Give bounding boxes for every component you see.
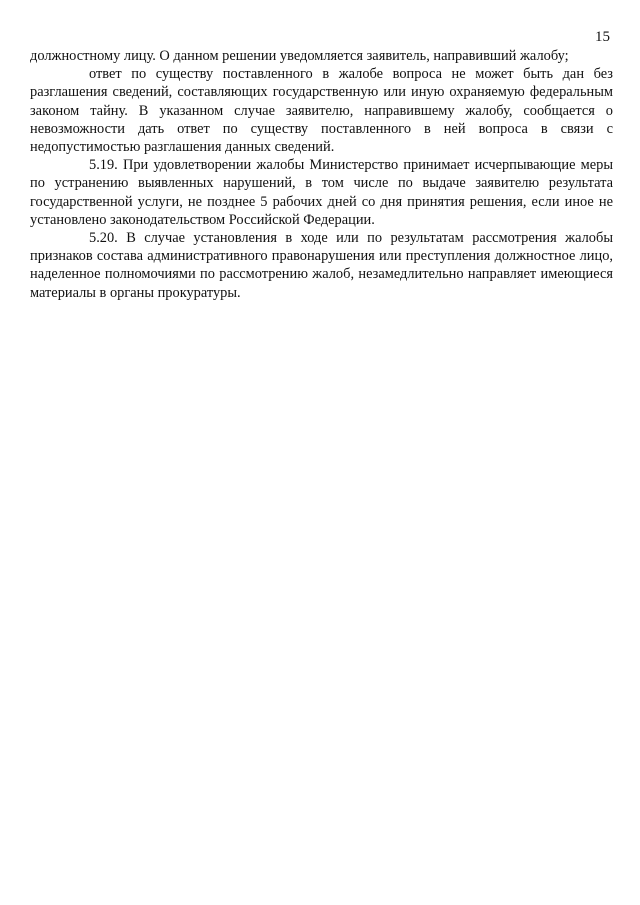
- paragraph-secret-info: ответ по существу поставленного в жалобе вопроса не может быть дан без разглашения сведений, составляющих государственную или иную охраняемую федеральным законом тайну. В указанном случае заявителю, направившему жалобу, сообщается о невозможности дать ответ по существу поставленного в ней вопроса в связи с недопустимостью разглашения данных сведений.: [30, 66, 613, 156]
- paragraph-5-20: 5.20. В случае установления в ходе или по результатам рассмотрения жалобы признаков состава административного правонарушения или преступления должностное лицо, наделенное полномочиями по рассмотрению жалоб, незамедлительно направляет имеющиеся материалы в органы прокуратуры.: [30, 230, 613, 301]
- paragraph-5-19: 5.19. При удовлетворении жалобы Министерство принимает исчерпывающие меры по устранению выявленных нарушений, в том числе по выдаче заявителю результата государственной услуги, не позднее 5 рабочих дней со дня принятия решения, если иное не установлено законодательством Российской Федерации.: [30, 157, 613, 228]
- paragraph-continuation: должностному лицу. О данном решении уведомляется заявитель, направивший жалобу;: [30, 48, 569, 64]
- page-number: 15: [595, 29, 610, 45]
- document-body: [30, 47, 613, 302]
